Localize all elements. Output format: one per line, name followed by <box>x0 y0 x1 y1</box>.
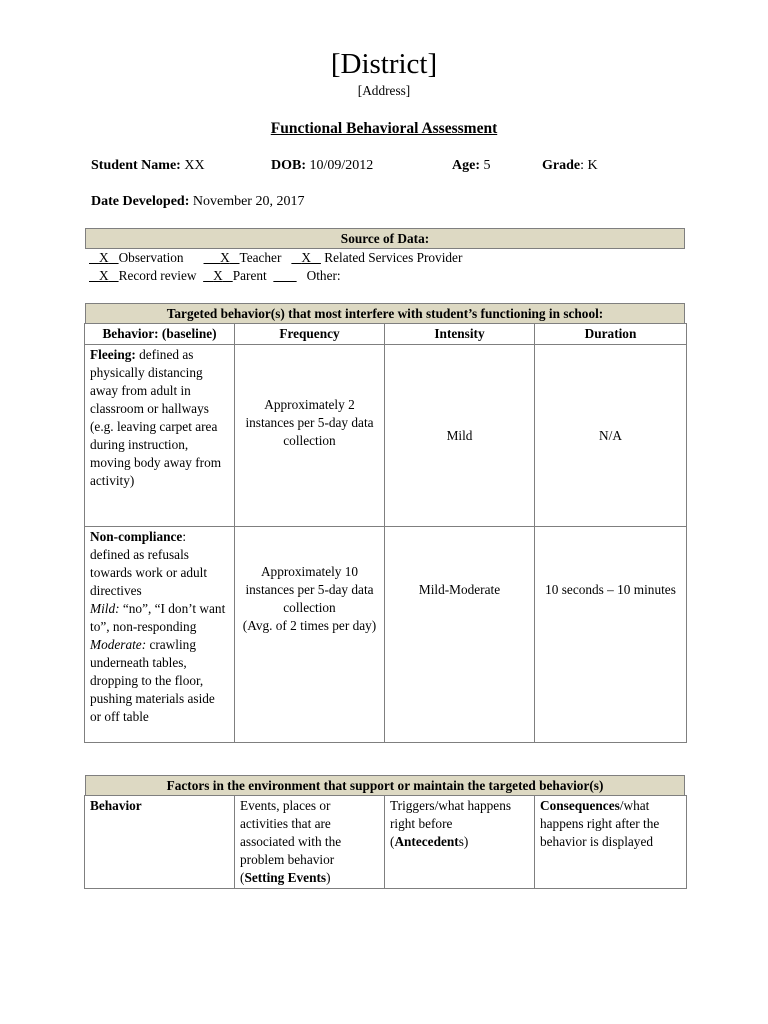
setting-events-text: Events, places or activities that are associated with the problem behavior <box>240 798 342 867</box>
factor-behavior-label: Behavior <box>90 798 142 813</box>
behavior-cell: Non-compliance: defined as refusals towards work or adult directives Mild: “no”, “I don’t want to”, non-responding Moderate: crawling underneath tables, dropping to the floor, pushing materials aside or off table <box>85 527 235 743</box>
column-header-frequency: Frequency <box>235 324 385 345</box>
source-item-related-services: Related Services Provider <box>324 250 463 265</box>
moderate-description: crawling underneath tables, dropping to the floor, pushing materials aside or off table <box>90 637 215 724</box>
factors-table <box>84 795 687 889</box>
source-item-parent: Parent <box>232 268 267 283</box>
dob-value: 10/09/2012 <box>309 158 374 173</box>
source-mark: X <box>98 268 109 283</box>
district-heading: [District] <box>330 48 438 80</box>
date-developed-field <box>91 193 304 211</box>
document-title: Functional Behavioral Assessment <box>270 120 498 137</box>
column-header-behavior: Behavior: (baseline) <box>85 324 235 345</box>
table-row <box>85 796 687 889</box>
factor-behavior-cell <box>85 796 235 889</box>
behavior-name: Fleeing: <box>90 347 136 362</box>
source-mark: X <box>220 250 230 265</box>
antecedents-cell: Triggers/what happens right before (Antecedents) <box>385 796 535 889</box>
setting-events-cell: Events, places or activities that are associated with the problem behavior (Setting Events) <box>235 796 385 889</box>
source-mark: X <box>98 250 109 265</box>
grade-value: K <box>587 158 598 173</box>
grade-label: Grade <box>542 158 581 173</box>
targeted-behaviors-table <box>84 323 687 743</box>
frequency-text: Approximately 10 instances per 5-day data collection <box>245 564 374 615</box>
duration-cell: N/A <box>535 345 687 527</box>
date-developed-value: November 20, 2017 <box>192 194 305 209</box>
dob-field <box>271 157 373 175</box>
source-item-teacher: Teacher <box>239 250 282 265</box>
behavior-name: Non-compliance <box>90 529 183 544</box>
age-label: Age: <box>452 158 480 173</box>
moderate-label: Moderate: <box>90 637 147 652</box>
intensity-cell: Mild <box>385 345 535 527</box>
antecedents-text: Triggers/what happens right before <box>390 798 512 831</box>
frequency-cell: Approximately 2 instances per 5-day data collection <box>235 345 385 527</box>
consequences-cell <box>535 796 687 889</box>
frequency-note: (Avg. of 2 times per day) <box>242 618 377 633</box>
source-line-1 <box>89 249 462 266</box>
targeted-behaviors-header: Targeted behavior(s) that most interfere with student’s functioning in school: <box>85 303 685 324</box>
source-item-observation: Observation <box>118 250 184 265</box>
date-developed-label: Date Developed: <box>91 194 190 209</box>
frequency-cell <box>235 527 385 743</box>
column-header-duration: Duration <box>535 324 687 345</box>
setting-events-label: Setting Events <box>244 870 327 885</box>
antecedents-label: Antecedent <box>394 834 459 849</box>
behavior-description: defined as refusals towards work or adult directives <box>90 547 208 598</box>
source-line-2 <box>89 267 341 284</box>
column-header-intensity: Intensity <box>385 324 535 345</box>
student-name-value: XX <box>184 158 205 173</box>
duration-cell: 10 seconds – 10 minutes <box>535 527 687 743</box>
source-item-record-review: Record review <box>118 268 197 283</box>
source-mark: X <box>301 250 311 265</box>
dob-label: DOB: <box>271 158 306 173</box>
source-mark: X <box>213 268 223 283</box>
student-name-field <box>91 157 205 175</box>
source-item-other: Other: <box>306 268 341 283</box>
table-row <box>85 345 687 527</box>
grade-field: Grade: K <box>542 158 598 173</box>
intensity-cell: Mild-Moderate <box>385 527 535 743</box>
table-row <box>85 527 687 743</box>
address-line: [Address] <box>357 83 411 98</box>
source-of-data-header: Source of Data: <box>85 228 685 249</box>
student-name-label: Student Name: <box>91 158 181 173</box>
age-field <box>452 157 491 175</box>
factors-header: Factors in the environment that support or maintain the targeted behavior(s) <box>85 775 685 796</box>
consequences-text: /what happens right after the behavior is displayed <box>540 798 660 849</box>
behavior-description: defined as physically distancing away from adult in classroom or hallways (e.g. leaving carpet area during instruction, moving body away from activity) <box>90 347 222 488</box>
mild-label: Mild: <box>90 601 120 616</box>
behavior-cell <box>85 345 235 527</box>
consequences-label: Consequences <box>540 798 620 813</box>
age-value: 5 <box>483 158 491 173</box>
mild-description: “no”, “I don’t want to”, non-responding <box>90 601 226 634</box>
